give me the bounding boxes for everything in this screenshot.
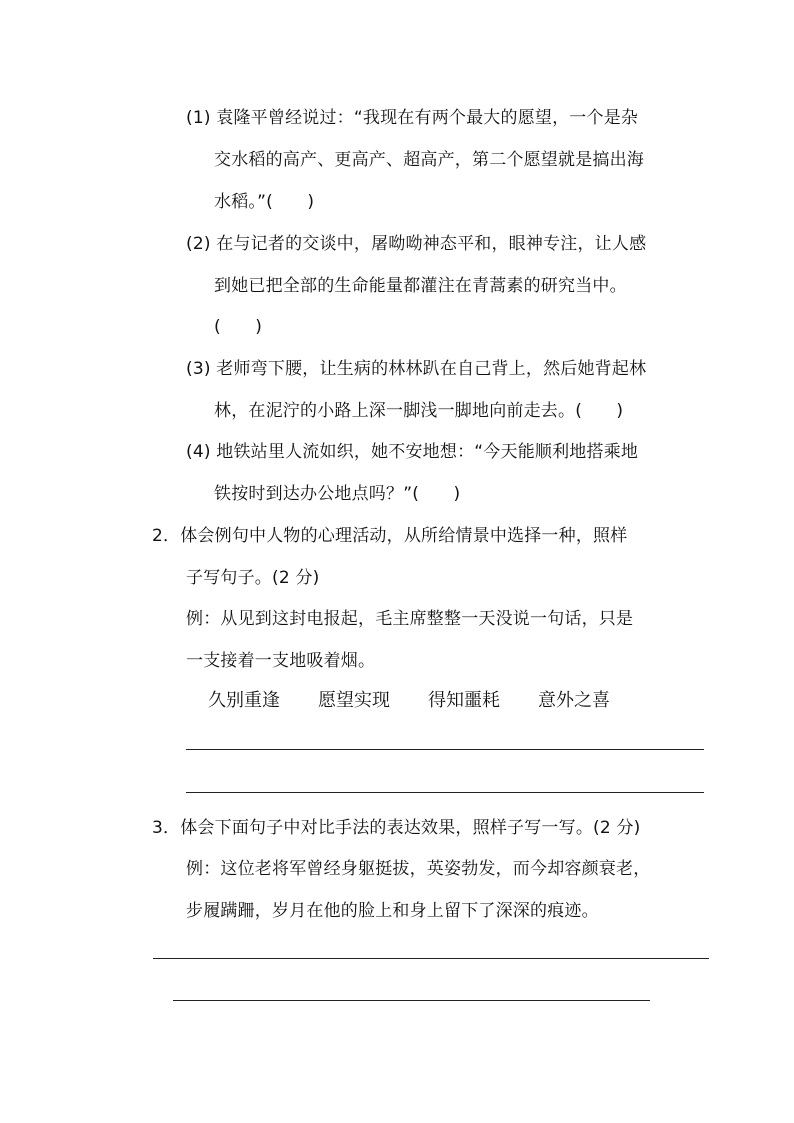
- q1-item-4-line-1: (4) 地铁站里人流如织，她不安地想：“今天能顺利地搭乘地: [186, 442, 639, 462]
- q2-answer-line-1[interactable]: [186, 749, 704, 750]
- q2-options: [208, 690, 648, 712]
- q2-answer-line-2[interactable]: [186, 792, 704, 793]
- q1-item-4-line-2: 铁按时到达办公地点吗？”( ): [214, 484, 461, 504]
- q1-item-1-line-2: 交水稻的高产、更高产、超高产，第二个愿望就是搞出海: [214, 150, 644, 170]
- q1-item-3-line-1: (3) 老师弯下腰，让生病的林林趴在自己背上，然后她背起林: [186, 359, 647, 379]
- q1-item-2-line-2: 到她已把全部的生命能量都灌注在青蒿素的研究当中。: [214, 276, 627, 296]
- q1-item-1-line-1: (1) 袁隆平曾经说过：“我现在有两个最大的愿望，一个是杂: [186, 108, 639, 128]
- q3-example-line-2: 步履蹒跚，岁月在他的脸上和身上留下了深深的痕迹。: [186, 901, 599, 921]
- q2-option: 意外之喜: [538, 690, 610, 711]
- q2-option: 愿望实现: [318, 690, 390, 711]
- q3-example-line-1: 例：这位老将军曾经身躯挺拔，英姿勃发，而今却容颜衰老，: [186, 859, 651, 879]
- q3-prompt: 3．体会下面句子中对比手法的表达效果，照样子写一写。(2 分): [152, 818, 641, 838]
- q2-prompt-line-2: 子写句子。(2 分): [186, 568, 320, 588]
- q1-item-2-line-1: (2) 在与记者的交谈中，屠呦呦神态平和，眼神专注，让人感: [186, 234, 647, 254]
- q2-option: 得知噩耗: [428, 690, 500, 711]
- q3-answer-line-1[interactable]: [153, 958, 709, 959]
- q2-example-line-1: 例：从见到这封电报起，毛主席整整一天没说一句话，只是: [186, 609, 634, 629]
- q1-item-1-line-3: 水稻。”( ): [214, 192, 315, 212]
- q1-item-2-line-3: ( ): [214, 317, 263, 337]
- q2-example-line-2: 一支接着一支地吸着烟。: [186, 651, 376, 671]
- q2-prompt-line-1: 2．体会例句中人物的心理活动，从所给情景中选择一种，照样: [152, 526, 628, 546]
- q1-item-3-line-2: 林，在泥泞的小路上深一脚浅一脚地向前走去。( ): [214, 401, 624, 421]
- q3-answer-line-2[interactable]: [173, 1000, 650, 1001]
- q2-option: 久别重逢: [208, 690, 280, 711]
